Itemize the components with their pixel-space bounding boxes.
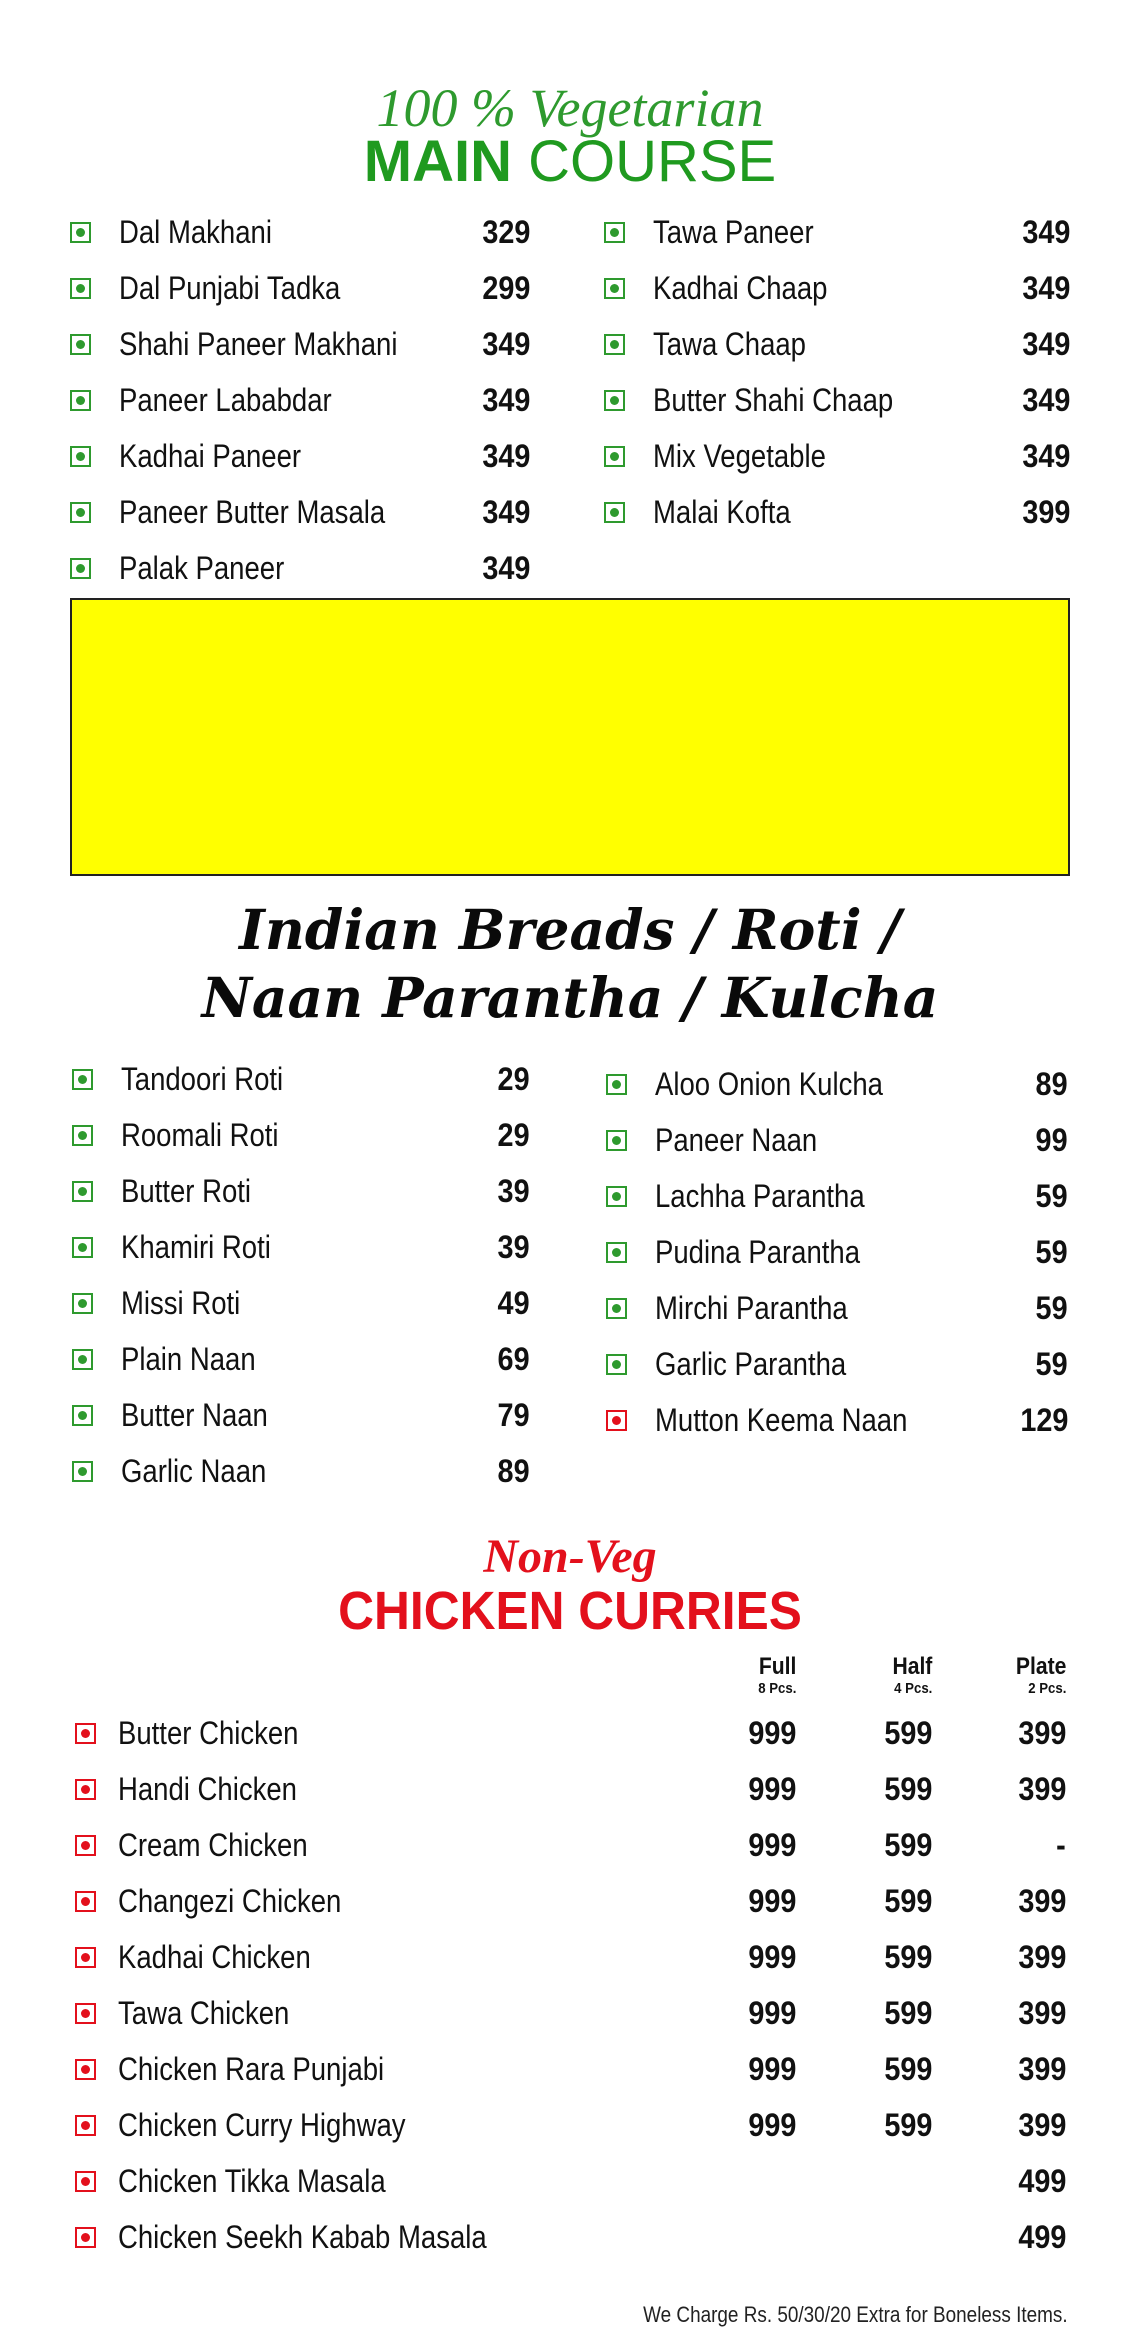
item-price: 89 (1035, 1065, 1068, 1102)
veg-mark-icon (604, 278, 625, 299)
item-name: Mutton Keema Naan (655, 1401, 908, 1438)
item-name: Plain Naan (121, 1340, 256, 1377)
item-name: Mirchi Parantha (655, 1289, 848, 1326)
veg-list-right (604, 204, 1070, 540)
veg-mark-icon (604, 502, 625, 523)
veg-list-left (70, 204, 530, 596)
main-course-title-light: COURSE (528, 129, 777, 194)
veg-mark-icon (72, 1125, 93, 1146)
item-name: Garlic Naan (121, 1452, 267, 1489)
price-plate: 399 (1017, 1883, 1066, 1919)
item-name: Missi Roti (121, 1284, 241, 1321)
menu-item (72, 1219, 530, 1275)
veg-mark-icon (604, 390, 625, 411)
item-name: Kadhai Paneer (119, 437, 302, 474)
item-name: Malai Kofta (653, 493, 791, 530)
item-name: Chicken Curry Highway (118, 2107, 406, 2143)
col-header-half-sub: 4 Pcs. (893, 1680, 932, 1697)
price-full: 999 (747, 1827, 796, 1863)
item-name: Aloo Onion Kulcha (655, 1065, 883, 1102)
menu-item (70, 204, 530, 260)
veg-mark-icon (606, 1242, 627, 1263)
item-price: 49 (497, 1284, 530, 1321)
item-name: Chicken Tikka Masala (118, 2163, 386, 2199)
item-price: 349 (481, 437, 530, 474)
chicken-curries-title: CHICKEN CURRIES (338, 1581, 802, 1641)
item-name: Kadhai Chicken (118, 1939, 311, 1975)
menu-item (604, 260, 1070, 316)
menu-item (70, 316, 530, 372)
item-price: 59 (1035, 1233, 1068, 1270)
item-price: 349 (1021, 437, 1070, 474)
price-half: 599 (883, 1995, 932, 2031)
item-price: 29 (497, 1116, 530, 1153)
nonveg-mark-icon (75, 1891, 96, 1912)
item-name: Tawa Chaap (653, 325, 806, 362)
table-row (0, 1929, 1140, 1985)
veg-mark-icon (70, 278, 91, 299)
item-price: 39 (497, 1172, 530, 1209)
nonveg-mark-icon (75, 2003, 96, 2024)
price-plate: 399 (1017, 1939, 1066, 1975)
item-name: Paneer Naan (655, 1121, 818, 1158)
item-name: Chicken Rara Punjabi (118, 2051, 385, 2087)
item-price: 99 (1035, 1121, 1068, 1158)
menu-item (606, 1224, 1068, 1280)
menu-item (70, 372, 530, 428)
price-half: 599 (883, 1715, 932, 1751)
item-name: Paneer Lababdar (119, 381, 332, 418)
yellow-banner (70, 598, 1070, 876)
veg-mark-icon (72, 1461, 93, 1482)
price-plate: - (1056, 1827, 1066, 1863)
item-name: Palak Paneer (119, 549, 285, 586)
nonveg-mark-icon (75, 2115, 96, 2136)
main-course-title (0, 130, 1140, 194)
menu-item (70, 260, 530, 316)
veg-mark-icon (606, 1130, 627, 1151)
item-price: 39 (497, 1228, 530, 1265)
col-header-full-sub: 8 Pcs. (757, 1680, 796, 1697)
item-price: 299 (481, 269, 530, 306)
price-full: 999 (747, 1715, 796, 1751)
main-course-title-bold: MAIN (363, 129, 512, 194)
menu-item (604, 204, 1070, 260)
menu-item (606, 1112, 1068, 1168)
item-name: Tawa Paneer (653, 213, 814, 250)
price-full: 999 (747, 2051, 796, 2087)
veg-mark-icon (72, 1069, 93, 1090)
veg-mark-icon (70, 222, 91, 243)
item-name: Butter Chicken (118, 1715, 299, 1751)
menu-item (72, 1163, 530, 1219)
item-price: 349 (1021, 325, 1070, 362)
menu-item (70, 484, 530, 540)
menu-item (606, 1392, 1068, 1448)
table-row (0, 1761, 1140, 1817)
nonveg-mark-icon (75, 1835, 96, 1856)
item-name: Dal Punjabi Tadka (119, 269, 341, 306)
breads-title-line1: Indian Breads / Roti / (239, 897, 901, 962)
nonveg-mark-icon (75, 2059, 96, 2080)
veg-mark-icon (70, 334, 91, 355)
nonveg-mark-icon (75, 1723, 96, 1744)
item-price: 349 (481, 493, 530, 530)
item-price: 129 (1019, 1401, 1068, 1438)
veg-mark-icon (72, 1349, 93, 1370)
veg-mark-icon (70, 390, 91, 411)
item-price: 69 (497, 1340, 530, 1377)
veg-mark-icon (70, 558, 91, 579)
item-price: 349 (481, 325, 530, 362)
item-price: 349 (481, 381, 530, 418)
menu-item (604, 316, 1070, 372)
veg-mark-icon (606, 1074, 627, 1095)
veg-mark-icon (72, 1293, 93, 1314)
bread-list-right (606, 1056, 1068, 1448)
nonveg-mark-icon (75, 2171, 96, 2192)
nonveg-mark-icon (75, 2227, 96, 2248)
col-header-half-label: Half (892, 1653, 932, 1680)
menu-item (70, 428, 530, 484)
menu-item (606, 1168, 1068, 1224)
item-name: Butter Shahi Chaap (653, 381, 894, 418)
price-full: 999 (747, 1995, 796, 2031)
item-name: Pudina Parantha (655, 1233, 861, 1270)
item-price: 29 (497, 1060, 530, 1097)
menu-item (72, 1387, 530, 1443)
veg-mark-icon (604, 222, 625, 243)
item-price: 329 (481, 213, 530, 250)
price-half: 599 (883, 1827, 932, 1863)
item-price: 59 (1035, 1289, 1068, 1326)
bread-list-left (72, 1051, 530, 1499)
veg-mark-icon (606, 1298, 627, 1319)
item-name: Lachha Parantha (655, 1177, 865, 1214)
price-plate: 399 (1017, 2051, 1066, 2087)
veg-mark-icon (70, 446, 91, 467)
item-price: 399 (1021, 493, 1070, 530)
price-full: 999 (747, 1883, 796, 1919)
nonveg-mark-icon (75, 1779, 96, 1800)
item-price: 89 (497, 1452, 530, 1489)
price-half: 599 (883, 1939, 932, 1975)
col-header-plate (1009, 1654, 1066, 1698)
table-row (0, 1873, 1140, 1929)
price-plate: 399 (1017, 1771, 1066, 1807)
veg-mark-icon (72, 1237, 93, 1258)
price-plate: 499 (1017, 2163, 1066, 2199)
table-row (0, 2209, 1140, 2265)
item-name: Tandoori Roti (121, 1060, 284, 1097)
nonveg-mark-icon (75, 1947, 96, 1968)
price-full: 999 (747, 2107, 796, 2143)
price-half: 599 (883, 1883, 932, 1919)
item-name: Khamiri Roti (121, 1228, 271, 1265)
item-name: Changezi Chicken (118, 1883, 342, 1919)
boneless-note: We Charge Rs. 50/30/20 Extra for Boneless Items. (643, 2302, 1068, 2327)
menu-item (604, 484, 1070, 540)
price-full: 999 (747, 1771, 796, 1807)
price-plate: 399 (1017, 2107, 1066, 2143)
veg-mark-icon (72, 1181, 93, 1202)
veg-mark-icon (606, 1186, 627, 1207)
col-header-full-label: Full (758, 1653, 796, 1680)
col-header-full (753, 1654, 796, 1698)
price-half: 599 (883, 2107, 932, 2143)
item-name: Garlic Parantha (655, 1345, 847, 1382)
price-plate: 399 (1017, 1995, 1066, 2031)
menu-item (70, 540, 530, 596)
veg-mark-icon (72, 1405, 93, 1426)
menu-item (72, 1051, 530, 1107)
veg-mark-icon (604, 446, 625, 467)
item-name: Roomali Roti (121, 1116, 279, 1153)
veg-mark-icon (606, 1354, 627, 1375)
menu-item (604, 372, 1070, 428)
item-name: Mix Vegetable (653, 437, 826, 474)
menu-item (72, 1331, 530, 1387)
table-row (0, 1817, 1140, 1873)
menu-item (72, 1107, 530, 1163)
menu-item (604, 428, 1070, 484)
item-name: Chicken Seekh Kabab Masala (118, 2219, 487, 2255)
col-header-plate-sub: 2 Pcs. (1027, 1680, 1066, 1697)
price-plate: 499 (1017, 2219, 1066, 2255)
table-row (0, 1985, 1140, 2041)
item-price: 59 (1035, 1345, 1068, 1382)
menu-item (72, 1275, 530, 1331)
price-half: 599 (883, 1771, 932, 1807)
item-name: Butter Naan (121, 1396, 268, 1433)
item-name: Dal Makhani (119, 213, 272, 250)
item-price: 349 (1021, 381, 1070, 418)
veg-subtitle: 100 % Vegetarian (376, 78, 764, 138)
item-name: Tawa Chicken (118, 1995, 290, 2031)
item-name: Shahi Paneer Makhani (119, 325, 398, 362)
nonveg-subtitle: Non-Veg (483, 1530, 657, 1583)
item-price: 349 (1021, 213, 1070, 250)
item-price: 349 (481, 549, 530, 586)
item-name: Butter Roti (121, 1172, 252, 1209)
price-half: 599 (883, 2051, 932, 2087)
menu-item (606, 1056, 1068, 1112)
veg-mark-icon (604, 334, 625, 355)
table-row (0, 2041, 1140, 2097)
menu-item (606, 1280, 1068, 1336)
col-header-half (887, 1654, 932, 1698)
table-row (0, 1705, 1140, 1761)
price-full: 999 (747, 1939, 796, 1975)
item-name: Handi Chicken (118, 1771, 297, 1807)
nonveg-mark-icon (606, 1410, 627, 1431)
item-price: 349 (1021, 269, 1070, 306)
item-name: Kadhai Chaap (653, 269, 828, 306)
item-price: 79 (497, 1396, 530, 1433)
table-row (0, 2153, 1140, 2209)
table-row (0, 2097, 1140, 2153)
breads-title-line2: Naan Parantha / Kulcha (201, 965, 939, 1030)
veg-mark-icon (70, 502, 91, 523)
item-name: Paneer Butter Masala (119, 493, 386, 530)
menu-item (606, 1336, 1068, 1392)
menu-item (72, 1443, 530, 1499)
item-price: 59 (1035, 1177, 1068, 1214)
price-plate: 399 (1017, 1715, 1066, 1751)
col-header-plate-label: Plate (1015, 1653, 1066, 1680)
item-name: Cream Chicken (118, 1827, 308, 1863)
